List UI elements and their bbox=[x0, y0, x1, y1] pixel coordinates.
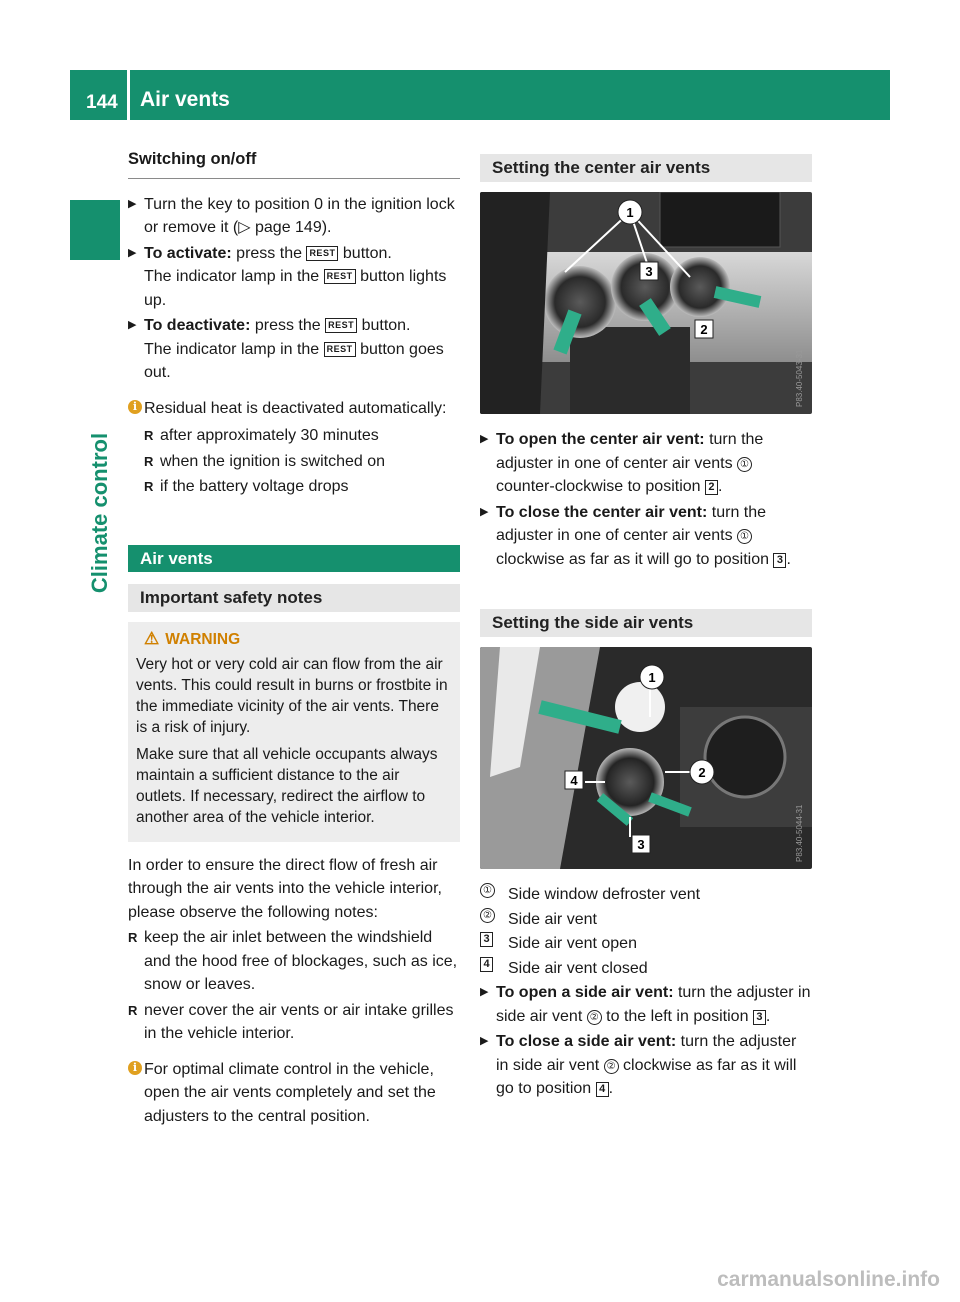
rest-button-icon: REST bbox=[306, 246, 338, 261]
center-vents-photo bbox=[480, 192, 812, 414]
section-center-vents: Setting the center air vents bbox=[480, 154, 812, 182]
callout-label: 3 bbox=[637, 837, 645, 852]
list-item: R keep the air inlet between the windshield and the hood free of blockages, such as ice, snow or leaves. bbox=[128, 926, 460, 997]
legend-item: 3 Side air vent open bbox=[480, 932, 812, 956]
list-item: R when the ignition is switched on bbox=[128, 450, 460, 474]
rest-button-icon: REST bbox=[324, 342, 356, 357]
list-item: R after approximately 30 minutes bbox=[128, 424, 460, 448]
rest-button-icon: REST bbox=[325, 318, 357, 333]
step-open-center: ▶ To open the center air vent: turn the adjuster in one of center air vents ① counter-clockwise to position 2 . bbox=[480, 428, 812, 499]
legend-item: ② Side air vent bbox=[480, 908, 812, 932]
callout-label: 3 bbox=[645, 264, 653, 279]
left-column bbox=[128, 148, 460, 1132]
step-deactivate: ▶ To deactivate: press the REST button. The indicator lamp in the REST button goes out. bbox=[128, 314, 460, 385]
section-side-vents: Setting the side air vents bbox=[480, 609, 812, 637]
switching-heading: Switching on/off bbox=[128, 148, 460, 179]
callout-label: 1 bbox=[648, 670, 656, 685]
info-optimal-climate: i For optimal climate control in the vehicle, open the air vents completely and set the adjusters to the central position. bbox=[128, 1058, 460, 1129]
list-item: R never cover the air vents or air intake grilles in the vehicle interior. bbox=[128, 999, 460, 1046]
list-item: R if the battery voltage drops bbox=[128, 475, 460, 499]
legend-item: 4 Side air vent closed bbox=[480, 957, 812, 981]
section-safety-notes: Important safety notes bbox=[128, 584, 460, 612]
rest-button-icon: REST bbox=[324, 269, 356, 284]
info-icon: i bbox=[128, 400, 142, 414]
side-vents-photo bbox=[480, 647, 812, 869]
page-header bbox=[70, 70, 890, 120]
legend-item: ① Side window defroster vent bbox=[480, 883, 812, 907]
step-open-side: ▶ To open a side air vent: turn the adjuster in side air vent ② to the left in position 3 . bbox=[480, 981, 812, 1028]
step-activate: ▶ To activate: press the REST button. The indicator lamp in the REST button lights up. bbox=[128, 242, 460, 313]
watermark-footer: carmanualsonline.info bbox=[717, 1268, 940, 1291]
header-separator bbox=[127, 70, 130, 120]
info-icon: i bbox=[128, 1061, 142, 1075]
callout-label: 1 bbox=[626, 205, 634, 220]
warning-text: Very hot or very cold air can flow from the air vents. This could result in burns or frostbite in the immediate vicinity of the air vents. There is a risk of injury. bbox=[136, 655, 448, 736]
step-ignition: ▶ Turn the key to position 0 in the ignition lock or remove it (▷ page 149). bbox=[128, 193, 460, 240]
step-close-side: ▶ To close a side air vent: turn the adjuster in side air vent ② clockwise as far as it will go to position 4 . bbox=[480, 1030, 812, 1101]
photo-code: P83.40-5044-31 bbox=[795, 804, 804, 862]
page-number: 144 bbox=[86, 92, 118, 113]
warning-text: Make sure that all vehicle occupants always maintain a sufficient distance to the air outlets. If necessary, redirect the airflow to another area of the vehicle interior. bbox=[136, 745, 438, 826]
right-column bbox=[480, 154, 812, 1103]
chapter-tab bbox=[70, 200, 120, 260]
photo-code: P83.40-5043-31 bbox=[795, 349, 804, 407]
body-paragraph: In order to ensure the direct flow of fresh air through the air vents into the vehicle interior, please observe the following notes: bbox=[128, 856, 442, 921]
chapter-label: Climate control bbox=[87, 432, 112, 594]
warning-title: WARNING bbox=[165, 630, 241, 648]
callout-label: 2 bbox=[700, 322, 708, 337]
callout-label: 4 bbox=[570, 773, 578, 788]
page-title: Air vents bbox=[140, 88, 230, 111]
warning-icon: ⚠ bbox=[144, 628, 160, 648]
info-residual-heat: i Residual heat is deactivated automatically: bbox=[128, 397, 460, 421]
section-air-vents: Air vents bbox=[128, 545, 460, 572]
callout-label: 2 bbox=[698, 765, 706, 780]
step-close-center: ▶ To close the center air vent: turn the adjuster in one of center air vents ① clockwise as far as it will go to position 3 . bbox=[480, 501, 812, 572]
warning-box bbox=[128, 622, 460, 842]
